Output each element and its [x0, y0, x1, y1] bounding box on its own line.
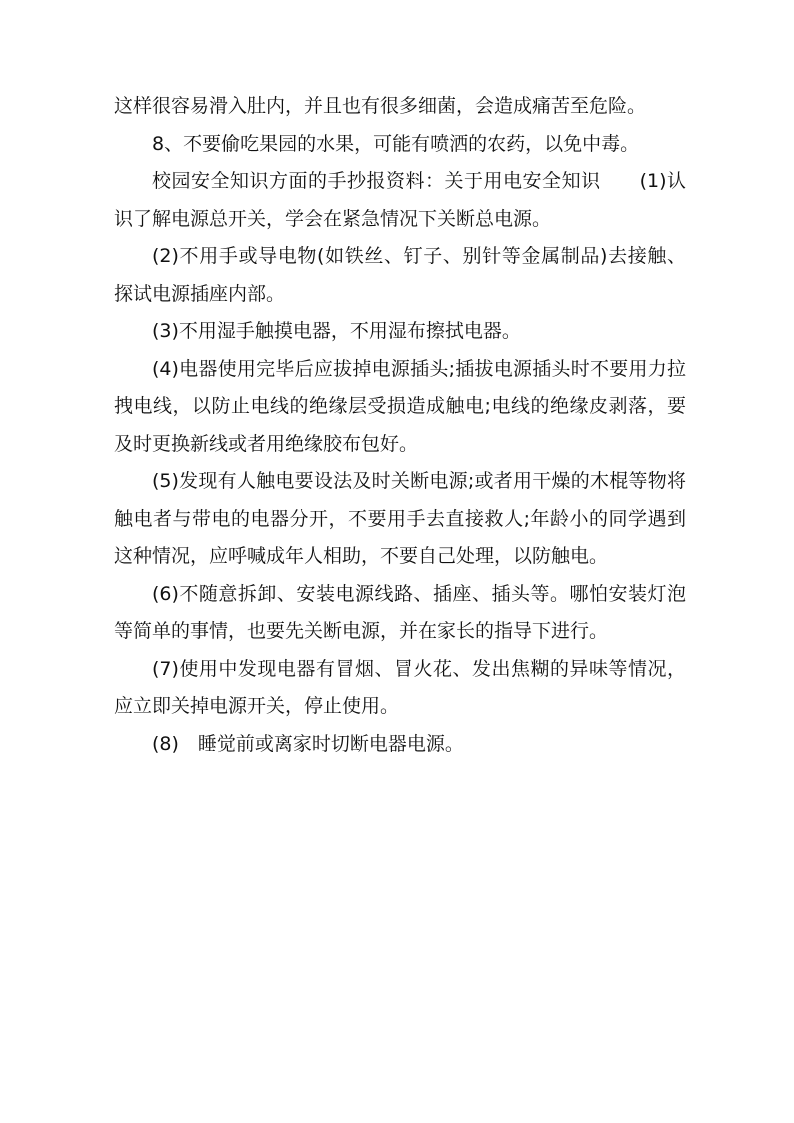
paragraph-electric-safety-intro: 校园安全知识方面的手抄报资料：关于用电安全知识 (1)认识了解电源总开关，学会在紧急情况下关断总电源。 — [114, 170, 686, 230]
paragraph-item-3: (3)不用湿手触摸电器，不用湿布擦拭电器。 — [152, 320, 521, 342]
paragraph-item-5: (5)发现有人触电要设法及时关断电源;或者用干燥的木棍等物将触电者与带电的电器分开，不要用手去直接救人;年龄小的同学遇到这种情况，应呼喊成年人相助，不要自己处理，以防触电。 — [114, 470, 686, 567]
paragraph-continuation: 这样很容易滑入肚内，并且也有很多细菌，会造成痛苦至危险。 — [114, 95, 647, 117]
paragraph-item-2: (2)不用手或导电物(如铁丝、钉子、别针等金属制品)去接触、探试电源插座内部。 — [114, 245, 686, 305]
paragraph-item-8: (8) 睡觉前或离家时切断电器电源。 — [152, 732, 464, 755]
paragraph-item-4: (4)电器使用完毕后应拔掉电源插头;插拔电源插头时不要用力拉拽电线，以防止电线的绝缘层受损造成触电;电线的绝缘皮剥落，要及时更换新线或者用绝缘胶布包好。 — [114, 357, 686, 455]
paragraph-rule-8: 8、不要偷吃果园的水果，可能有喷洒的农药，以免中毒。 — [152, 132, 640, 155]
paragraph-item-7: (7)使用中发现电器有冒烟、冒火花、发出焦糊的异味等情况，应立即关掉电源开关，停止使用。 — [114, 657, 686, 717]
document-body — [114, 88, 686, 763]
paragraph-item-6: (6)不随意拆卸、安装电源线路、插座、插头等。哪怕安装灯泡等简单的事情，也要先关断电源，并在家长的指导下进行。 — [114, 582, 686, 642]
